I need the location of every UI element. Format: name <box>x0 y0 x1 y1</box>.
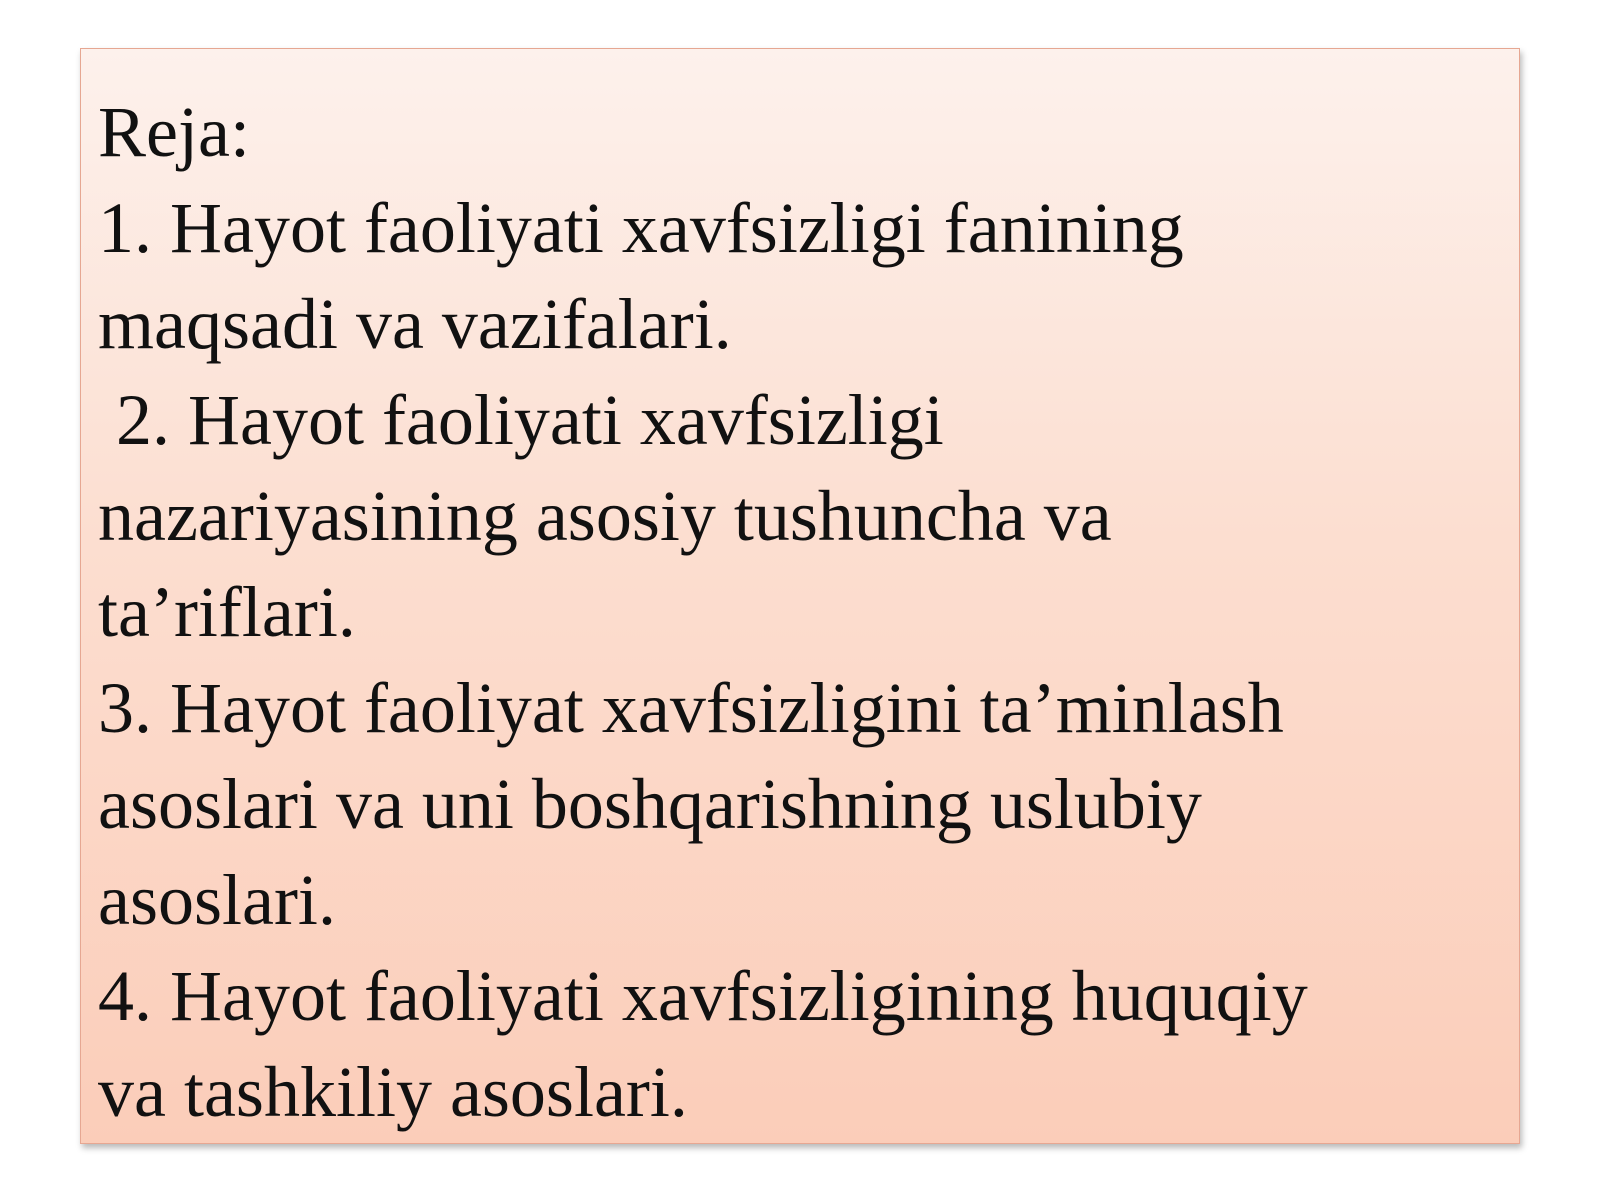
plan-item-1-line-2: maqsadi va vazifalari. <box>98 284 732 364</box>
plan-item-1-line-1: 1. Hayot faoliyati xavfsizligi fanining <box>98 188 1184 268</box>
plan-item-3-line-2: asoslari va uni boshqarishning uslubiy <box>98 764 1202 844</box>
plan-item-2-line-2: nazariyasining asosiy tushuncha va <box>98 476 1112 556</box>
plan-item-3-line-1: 3. Hayot faoliyat xavfsizligini ta’minlash <box>98 668 1284 748</box>
plan-heading: Reja: <box>98 92 250 172</box>
plan-item-2-line-1: 2. Hayot faoliyati xavfsizligi <box>98 380 944 460</box>
plan-item-3-line-3: asoslari. <box>98 860 336 940</box>
plan-text <box>98 84 1508 1140</box>
plan-item-4-line-1: 4. Hayot faoliyati xavfsizligining huquqiy <box>98 956 1308 1036</box>
plan-item-4-line-2: va tashkiliy asoslari. <box>98 1052 688 1132</box>
plan-item-2-line-3: ta’riflari. <box>98 572 356 652</box>
